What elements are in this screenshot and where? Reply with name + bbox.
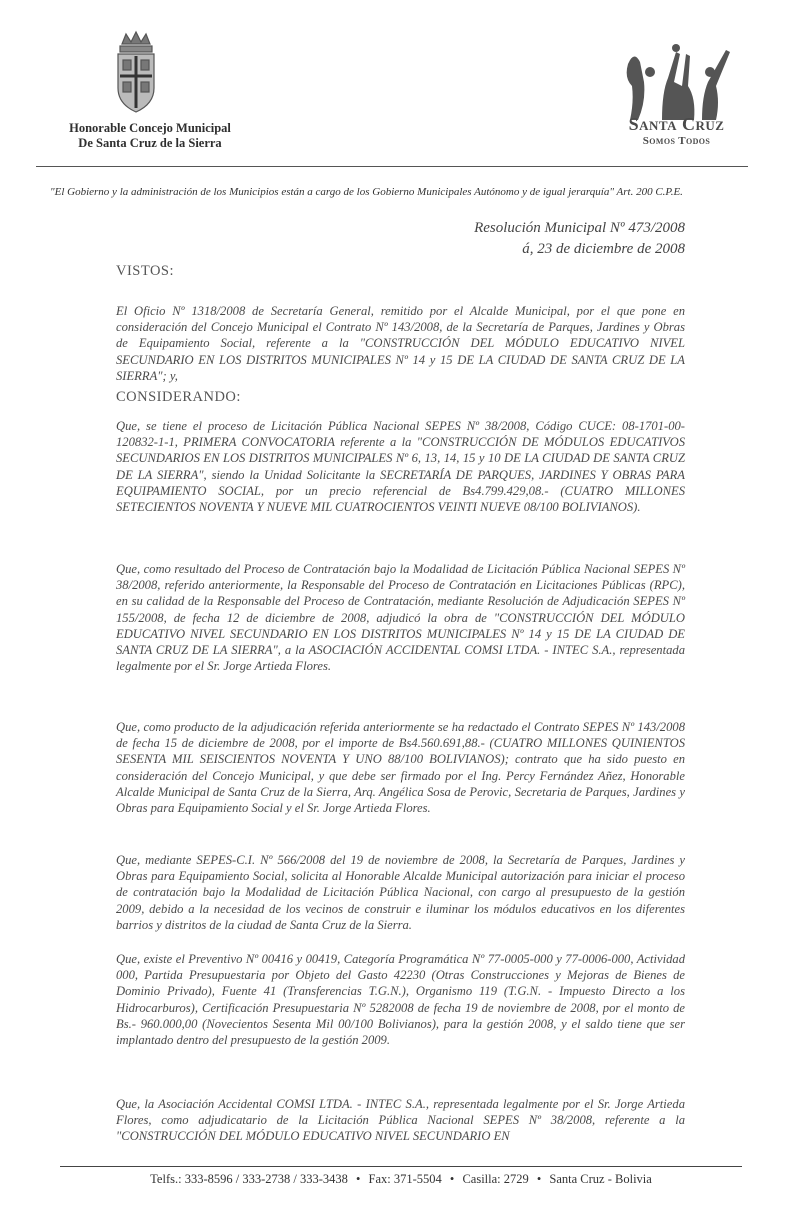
resolution-heading <box>430 218 685 260</box>
paragraph-contrato: Que, como producto de la adjudicación referida anteriormente se ha redactado el Contrato SEPES Nº 143/2008 de fecha 15 de diciembre de 2008, por el importe de Bs4.560.691,88.- (CUATRO MILLONES QUINIENTOS SESENTA MIL SEISCIENTOS NOVENTA Y UNO 88/100 BOLIVIANOS); contrato que ha sido puesto en consideración del Concejo Municipal, y que debe ser firmado por el Ing. Percy Fernández Añez, Honorable Alcalde Municipal de Santa Cruz de la Sierra, Arq. Angélica Sosa de Perovic, Secretaria de Parques, Jardines y Obras para Equipamiento Social y el Sr. Jorge Artieda Flores. <box>116 720 685 816</box>
brand-block <box>614 114 739 147</box>
paragraph-solicitud: Que, mediante SEPES-C.I. Nº 566/2008 del 19 de noviembre de 2008, la Secretaría de Parques, Jardines y Obras para Equipamiento Social, solicita al Honorable Alcalde Municipal autorización para iniciar el proceso de contratación bajo la Modalidad de Licitación Pública Nacional, con cargo al presupuesto de la gestión 2009, debido a la necesidad de los vecinos de construir e iluminar los módulos educativos en los diferentes barrios y distritos de la ciudad de Santa Cruz de la Sierra. <box>116 853 685 932</box>
footer-divider <box>60 1166 742 1167</box>
council-line-1: Honorable Concejo Municipal <box>69 121 231 135</box>
paragraph-adjudicacion: Que, como resultado del Proceso de Contratación bajo la Modalidad de Licitación Pública Nacional SEPES Nº 38/2008, referido anteriormente, la Responsable del Proceso de Contratación en Licitaciones Públicas (RPC), en su calidad de la Responsable del Proceso de Contratación, mediante Resolución de Adjudicación SEPES Nº 155/2008, de fecha 12 de diciembre de 2008, adjudicó la obra de "CONSTRUCCIÓN DEL MÓDULO EDUCATIVO NIVEL SECUNDARIO EN LOS DISTRITOS MUNICIPALES Nº 14 y 15 DE LA CIUDAD DE SANTA CRUZ DE LA SIERRA", a la ASOCIACIÓN ACCIDENTAL COMSI LTDA. - INTEC S.A., representada legalmente por el Sr. Jorge Artieda Flores. <box>116 562 685 674</box>
considerando-heading: CONSIDERANDO: <box>116 389 241 405</box>
brand-tagline: Somos Todos <box>642 135 711 147</box>
resolution-date: á, 23 de diciembre de 2008 <box>522 241 685 257</box>
vistos-heading: VISTOS: <box>116 263 175 279</box>
constitution-motto: "El Gobierno y la administración de los Municipios están a cargo de los Gobierno Municipales Autónomo y de igual jerarquía" Art. 200 C.P.E. <box>50 186 683 198</box>
footer-phones: Telfs.: 333-8596 / 333-2738 / 333-3438 <box>150 1172 348 1186</box>
paragraph-licitacion: Que, se tiene el proceso de Licitación Pública Nacional SEPES Nº 38/2008, Código CUCE: 08-1701-00-120832-1-1, PRIMERA CONVOCATORIA referente a la "CONSTRUCCIÓN DE MÓDULOS EDUCATIVOS SECUNDARIOS EN LOS DISTRITOS MUNICIPALES Nº 6, 13, 14, 15 y 10 DE LA CIUDAD DE SANTA CRUZ DE LA SIERRA", siendo la Unidad Solicitante la SECRETARÍA DE PARQUES, JARDINES Y OBRAS PARA EQUIPAMIENTO SOCIAL, por un precio referencial de Bs4.799.429,08.- (CUATRO MILLONES SETECIENTOS NOVENTA Y NUEVE MIL CUATROCIENTOS VEINTI NUEVE 08/100 BOLIVIANOS). <box>116 419 685 515</box>
header-divider <box>36 166 748 167</box>
council-line-2: De Santa Cruz de la Sierra <box>78 136 222 150</box>
footer-separator: • <box>356 1172 361 1186</box>
paragraph-vistos: El Oficio Nº 1318/2008 de Secretaría General, remitido por el Alcalde Municipal, por el que pone en consideración del Concejo Municipal el Contrato Nº 143/2008, de la Secretaría de Parques, Jardines y Obras de Equipamiento Social, referente a la "CONSTRUCCIÓN DEL MÓDULO EDUCATIVO NIVEL SECUNDARIO EN LOS DISTRITOS MUNICIPALES Nº 14 y 15 DE LA CIUDAD DE SANTA CRUZ DE LA SIERRA"; y, <box>116 304 685 383</box>
paragraph-asociacion: Que, la Asociación Accidental COMSI LTDA. - INTEC S.A., representada legalmente por el Sr. Jorge Artieda Flores, como adjudicatario de la Licitación Pública Nacional SEPES Nº 38/2008, referente a la "CONSTRUCCIÓN DEL MÓDULO EDUCATIVO NIVEL SECUNDARIO EN <box>116 1097 685 1144</box>
footer-mailbox: Casilla: 2729 <box>462 1172 529 1186</box>
council-name <box>40 121 260 151</box>
santa-cruz-logo-icon <box>610 42 740 122</box>
paragraph-preventivo: Que, existe el Preventivo Nº 00416 y 00419, Categoría Programática Nº 77-0005-000 y 77-0006-000, Actividad 000, Partida Presupuestaria por Objeto del Gasto 42230 (Otras Construcciones y Mejoras de Bienes de Dominio Privado), Fuente 41 (Transferencias T.G.N.), Organismo 119 (T.G.N. - Impuesto Directo a los Hidrocarburos), Certificación Presupuestaria Nº 5282008 de fecha 19 de noviembre de 2008, por el monto de Bs.- 960.000,00 (Novecientos Sesenta Mil 00/100 Bolivianos), para la gestión 2008, y el saldo tiene que ser implantado dentro del presupuesto de la gestión 2009. <box>116 952 685 1048</box>
resolution-title: Resolución Municipal Nº 473/2008 <box>474 220 685 236</box>
footer-separator: • <box>449 1172 455 1186</box>
footer-location: Santa Cruz - Bolivia <box>549 1172 652 1186</box>
brand-name: Santa Cruz <box>628 114 725 134</box>
coat-of-arms-icon <box>108 30 164 116</box>
footer-contact <box>60 1172 742 1187</box>
footer-separator: • <box>536 1172 542 1186</box>
footer-fax: Fax: 371-5504 <box>368 1172 442 1186</box>
